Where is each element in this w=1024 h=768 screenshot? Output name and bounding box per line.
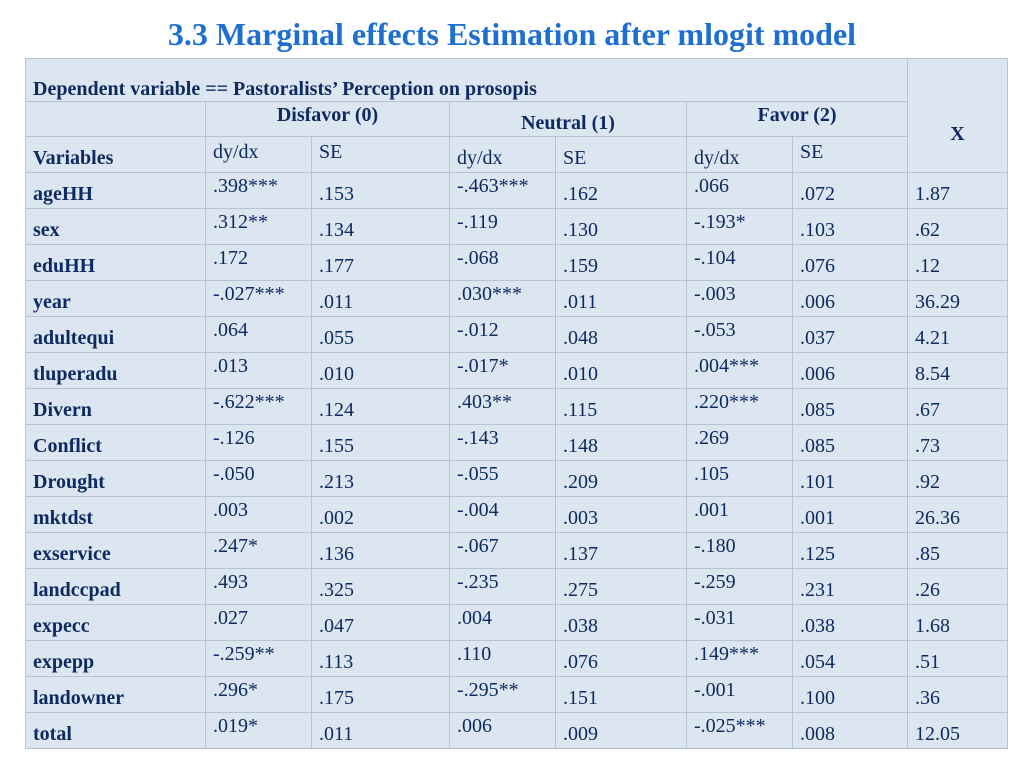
favor-se-cell: .001	[793, 497, 908, 533]
favor-se-cell: .103	[793, 209, 908, 245]
favor-dydx-cell: -.003	[687, 281, 793, 317]
variables-header: Variables	[26, 137, 206, 173]
neutral-dydx-cell: -.235	[450, 569, 556, 605]
neutral-dydx-cell: -.017*	[450, 353, 556, 389]
disfavor-dydx-cell: .247*	[206, 533, 312, 569]
favor-se-cell: .008	[793, 713, 908, 749]
neutral-dydx-cell: -.463***	[450, 173, 556, 209]
disfavor-dydx-cell: -.126	[206, 425, 312, 461]
neutral-dydx-cell: .006	[450, 713, 556, 749]
neutral-se-cell: .038	[556, 605, 687, 641]
favor-dydx-cell: -.193*	[687, 209, 793, 245]
variable-name-cell: expepp	[26, 641, 206, 677]
subheader-dydx: dy/dx	[450, 137, 556, 173]
disfavor-dydx-cell: .296*	[206, 677, 312, 713]
variable-name-cell: total	[26, 713, 206, 749]
neutral-dydx-cell: -.119	[450, 209, 556, 245]
disfavor-se-cell: .010	[312, 353, 450, 389]
favor-se-cell: .231	[793, 569, 908, 605]
table-row	[26, 677, 1008, 713]
favor-dydx-cell: -.025***	[687, 713, 793, 749]
disfavor-se-cell: .153	[312, 173, 450, 209]
table-row	[26, 317, 1008, 353]
favor-se-cell: .072	[793, 173, 908, 209]
table-row	[26, 713, 1008, 749]
table-row	[26, 497, 1008, 533]
neutral-se-cell: .048	[556, 317, 687, 353]
disfavor-dydx-cell: -.027***	[206, 281, 312, 317]
neutral-dydx-cell: .004	[450, 605, 556, 641]
favor-dydx-cell: .220***	[687, 389, 793, 425]
x-value-cell: 36.29	[908, 281, 1008, 317]
favor-se-cell: .038	[793, 605, 908, 641]
table-row	[26, 245, 1008, 281]
disfavor-se-cell: .175	[312, 677, 450, 713]
neutral-dydx-cell: .030***	[450, 281, 556, 317]
disfavor-dydx-cell: .013	[206, 353, 312, 389]
favor-se-cell: .085	[793, 389, 908, 425]
table-row	[26, 461, 1008, 497]
favor-dydx-cell: .149***	[687, 641, 793, 677]
x-value-cell: .67	[908, 389, 1008, 425]
disfavor-se-cell: .055	[312, 317, 450, 353]
disfavor-se-cell: .011	[312, 281, 450, 317]
table-row	[26, 281, 1008, 317]
variable-name-cell: Divern	[26, 389, 206, 425]
variable-name-cell: sex	[26, 209, 206, 245]
disfavor-se-cell: .134	[312, 209, 450, 245]
page-title: 3.3 Marginal effects Estimation after mlogit model	[167, 16, 857, 52]
neutral-dydx-cell: -.055	[450, 461, 556, 497]
subheader-dydx: dy/dx	[206, 137, 312, 173]
neutral-se-cell: .076	[556, 641, 687, 677]
table-row	[26, 533, 1008, 569]
disfavor-dydx-cell: .172	[206, 245, 312, 281]
favor-dydx-cell: -.031	[687, 605, 793, 641]
neutral-se-cell: .162	[556, 173, 687, 209]
neutral-se-cell: .003	[556, 497, 687, 533]
disfavor-dydx-cell: .027	[206, 605, 312, 641]
variable-name-cell: exservice	[26, 533, 206, 569]
favor-dydx-cell: -.104	[687, 245, 793, 281]
disfavor-se-cell: .124	[312, 389, 450, 425]
x-value-cell: 1.68	[908, 605, 1008, 641]
variable-name-cell: Drought	[26, 461, 206, 497]
favor-se-cell: .085	[793, 425, 908, 461]
variable-name-cell: landccpad	[26, 569, 206, 605]
favor-dydx-cell: .105	[687, 461, 793, 497]
disfavor-se-cell: .011	[312, 713, 450, 749]
favor-dydx-cell: -.001	[687, 677, 793, 713]
disfavor-dydx-cell: .398***	[206, 173, 312, 209]
marginal-effects-table	[25, 58, 1008, 749]
x-value-cell: 4.21	[908, 317, 1008, 353]
favor-dydx-cell: -.259	[687, 569, 793, 605]
favor-se-cell: .037	[793, 317, 908, 353]
variable-name-cell: adultequi	[26, 317, 206, 353]
neutral-se-cell: .115	[556, 389, 687, 425]
favor-dydx-cell: .066	[687, 173, 793, 209]
favor-se-cell: .054	[793, 641, 908, 677]
disfavor-dydx-cell: .019*	[206, 713, 312, 749]
disfavor-dydx-cell: -.259**	[206, 641, 312, 677]
x-value-cell: .85	[908, 533, 1008, 569]
disfavor-dydx-cell: .003	[206, 497, 312, 533]
favor-se-cell: .100	[793, 677, 908, 713]
variable-name-cell: expecc	[26, 605, 206, 641]
neutral-dydx-cell: -.295**	[450, 677, 556, 713]
neutral-dydx-cell: -.067	[450, 533, 556, 569]
disfavor-dydx-cell: -.050	[206, 461, 312, 497]
x-column-header: X	[908, 59, 1008, 173]
header-row-dependent	[26, 59, 1008, 102]
header-row-groups	[26, 102, 1008, 137]
subheader-dydx: dy/dx	[687, 137, 793, 173]
favor-se-cell: .076	[793, 245, 908, 281]
disfavor-se-cell: .047	[312, 605, 450, 641]
favor-se-cell: .006	[793, 281, 908, 317]
neutral-dydx-cell: .403**	[450, 389, 556, 425]
x-value-cell: 12.05	[908, 713, 1008, 749]
favor-dydx-cell: .004***	[687, 353, 793, 389]
table-row	[26, 641, 1008, 677]
subheader-se: SE	[793, 137, 908, 173]
neutral-se-cell: .151	[556, 677, 687, 713]
dependent-variable-label: Dependent variable == Pastoralists’ Perception on prosopis	[26, 59, 908, 102]
variable-name-cell: mktdst	[26, 497, 206, 533]
neutral-dydx-cell: -.143	[450, 425, 556, 461]
disfavor-se-cell: .177	[312, 245, 450, 281]
disfavor-se-cell: .155	[312, 425, 450, 461]
variable-name-cell: ageHH	[26, 173, 206, 209]
subheader-se: SE	[312, 137, 450, 173]
table-row	[26, 353, 1008, 389]
x-value-cell: .36	[908, 677, 1008, 713]
neutral-se-cell: .159	[556, 245, 687, 281]
x-value-cell: 26.36	[908, 497, 1008, 533]
disfavor-se-cell: .213	[312, 461, 450, 497]
favor-dydx-cell: -.053	[687, 317, 793, 353]
disfavor-se-cell: .136	[312, 533, 450, 569]
variable-name-cell: landowner	[26, 677, 206, 713]
neutral-dydx-cell: .110	[450, 641, 556, 677]
group-header-neutral: Neutral (1)	[450, 102, 687, 137]
favor-se-cell: .125	[793, 533, 908, 569]
x-value-cell: .92	[908, 461, 1008, 497]
table-row	[26, 605, 1008, 641]
subheader-se: SE	[556, 137, 687, 173]
favor-dydx-cell: .269	[687, 425, 793, 461]
neutral-se-cell: .130	[556, 209, 687, 245]
neutral-se-cell: .009	[556, 713, 687, 749]
table-row	[26, 209, 1008, 245]
empty-header-cell	[26, 102, 206, 137]
disfavor-dydx-cell: .064	[206, 317, 312, 353]
favor-se-cell: .101	[793, 461, 908, 497]
table-row	[26, 569, 1008, 605]
disfavor-dydx-cell: .312**	[206, 209, 312, 245]
neutral-se-cell: .148	[556, 425, 687, 461]
variable-name-cell: tluperadu	[26, 353, 206, 389]
disfavor-se-cell: .325	[312, 569, 450, 605]
table-row	[26, 389, 1008, 425]
neutral-se-cell: .011	[556, 281, 687, 317]
neutral-dydx-cell: -.068	[450, 245, 556, 281]
neutral-se-cell: .275	[556, 569, 687, 605]
group-header-disfavor: Disfavor (0)	[206, 102, 450, 137]
favor-dydx-cell: -.180	[687, 533, 793, 569]
neutral-dydx-cell: -.004	[450, 497, 556, 533]
x-value-cell: .51	[908, 641, 1008, 677]
x-value-cell: .26	[908, 569, 1008, 605]
neutral-se-cell: .137	[556, 533, 687, 569]
neutral-se-cell: .209	[556, 461, 687, 497]
x-value-cell: .73	[908, 425, 1008, 461]
variable-name-cell: year	[26, 281, 206, 317]
table-row	[26, 425, 1008, 461]
table-row	[26, 173, 1008, 209]
x-value-cell: .12	[908, 245, 1008, 281]
group-header-favor: Favor (2)	[687, 102, 908, 137]
header-row-subheaders	[26, 137, 1008, 173]
disfavor-se-cell: .002	[312, 497, 450, 533]
disfavor-dydx-cell: .493	[206, 569, 312, 605]
neutral-se-cell: .010	[556, 353, 687, 389]
favor-dydx-cell: .001	[687, 497, 793, 533]
variable-name-cell: Conflict	[26, 425, 206, 461]
favor-se-cell: .006	[793, 353, 908, 389]
x-value-cell: 1.87	[908, 173, 1008, 209]
x-value-cell: .62	[908, 209, 1008, 245]
neutral-dydx-cell: -.012	[450, 317, 556, 353]
disfavor-dydx-cell: -.622***	[206, 389, 312, 425]
x-value-cell: 8.54	[908, 353, 1008, 389]
variable-name-cell: eduHH	[26, 245, 206, 281]
disfavor-se-cell: .113	[312, 641, 450, 677]
